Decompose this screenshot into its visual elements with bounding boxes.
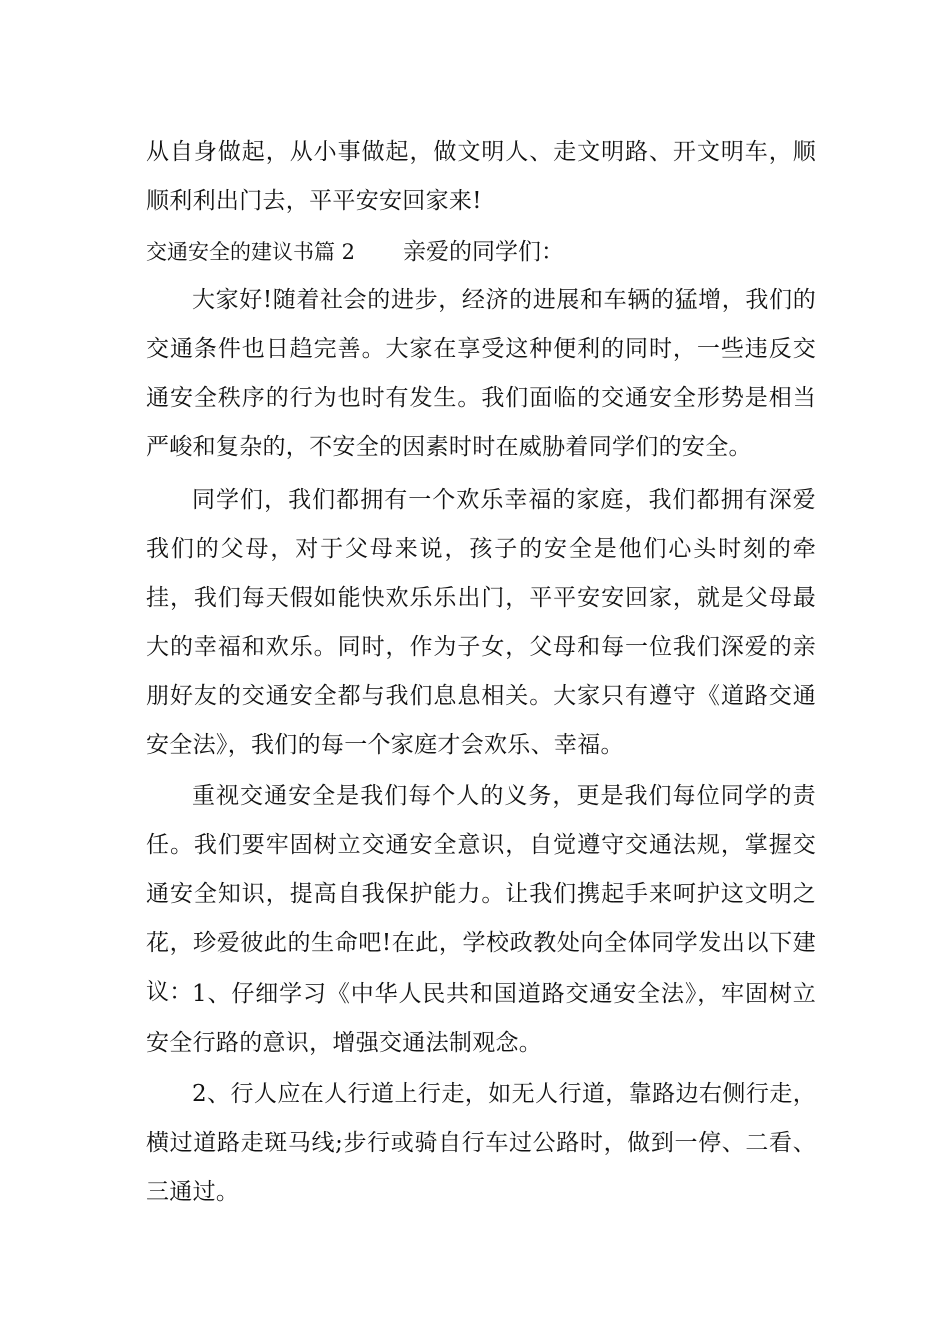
paragraph-4: 1、仔细学习《中华人民共和国道路交通安全法》，牢固树立安全行路的意识，增强交通法制观念。 [146, 981, 816, 1056]
salutation: 亲爱的同学们： [403, 239, 565, 265]
paragraph-intro-end: 从自身做起，从小事做起，做文明人、走文明路、开文明车，顺顺利利出门去，平平安安回家来! [146, 139, 816, 214]
paragraph-5: 2、行人应在人行道上行走，如无人行道，靠路边右侧行走，横过道路走斑马线;步行或骑自行车过公路时，做到一停、二看、三通过。 [146, 1081, 816, 1205]
section-title: 交通安全的建议书篇 2 [146, 240, 356, 264]
paragraph-2: 同学们，我们都拥有一个欢乐幸福的家庭，我们都拥有深爱我们的父母，对于父母来说，孩子的安全是他们心头时刻的牵挂，我们每天假如能快欢乐乐出门，平平安安回家，就是父母最大的幸福和欢乐。同时，作为子女，父母和每一位我们深爱的亲朋好友的交通安全都与我们息息相关。大家只有遵守《道路交通安全法》，我们的每一个家庭才会欢乐、幸福。 [146, 487, 816, 758]
section-heading [146, 237, 564, 267]
paragraph-1: 大家好!随着社会的进步，经济的进展和车辆的猛增，我们的交通条件也日趋完善。大家在享受这种便利的同时，一些违反交通安全秩序的行为也时有发生。我们面临的交通安全形势是相当严峻和复杂的，不安全的因素时时在威胁着同学们的安全。 [146, 287, 816, 460]
paragraph-3: 重视交通安全是我们每个人的义务，更是我们每位同学的责任。我们要牢固树立交通安全意识，自觉遵守交通法规，掌握交通安全知识，提高自我保护能力。让我们携起手来呵护这文明之花，珍爱彼此的生命吧!在此，学校政教处向全体同学发出以下建议： [146, 783, 816, 1005]
